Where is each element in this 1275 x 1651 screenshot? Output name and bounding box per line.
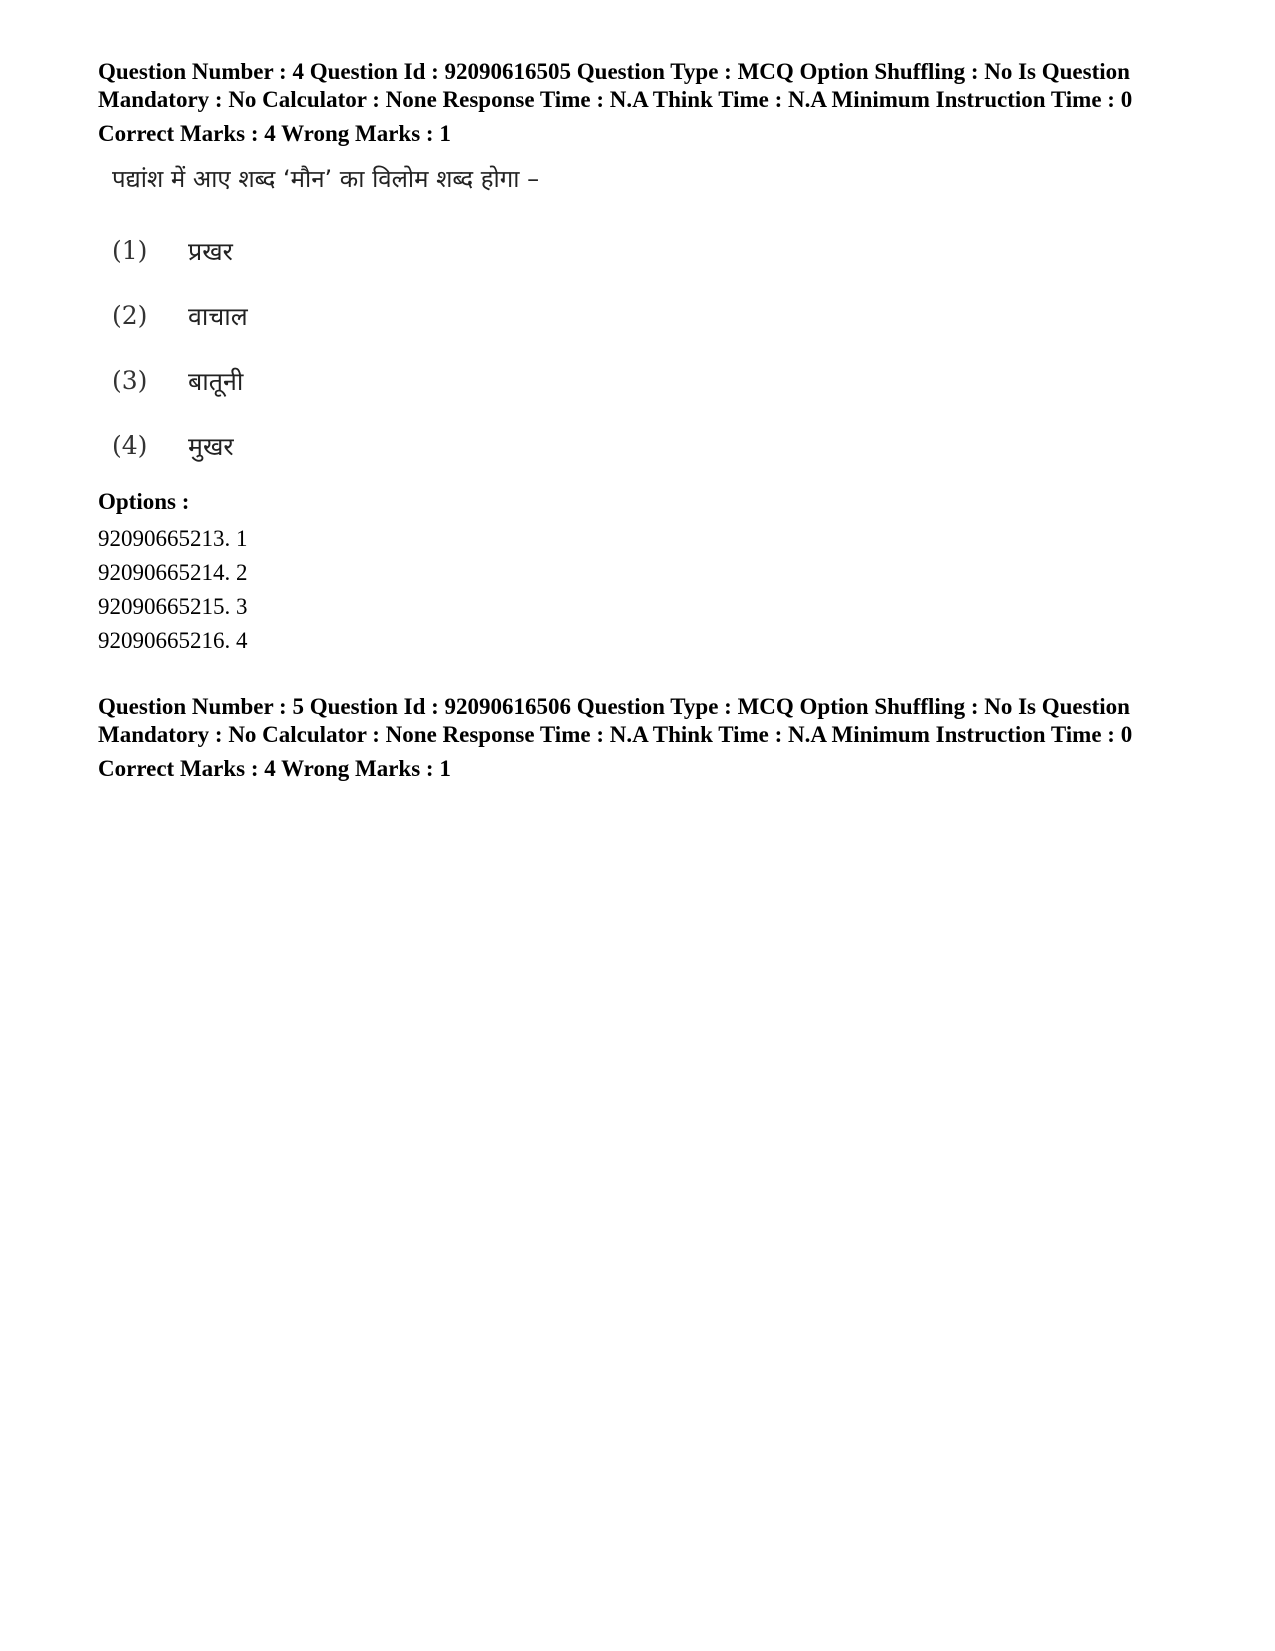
option-line: 92090665216. 4 <box>98 628 248 653</box>
question-4-block <box>98 58 1188 658</box>
question-5-block <box>98 693 1188 783</box>
choice-text: प्रखर <box>188 236 233 266</box>
choice-text: मुखर <box>188 431 234 461</box>
choice-number: (2) <box>112 301 148 330</box>
question-4-image <box>112 162 1188 478</box>
choice-number: (1) <box>112 236 148 265</box>
question-5-marks: Correct Marks : 4 Wrong Marks : 1 <box>98 756 451 781</box>
question-5-header: Question Number : 5 Question Id : 92090616506 Question Type : MCQ Option Shuffling : No Is Question Mandatory : No Calculator : None Response Time : N.A Think Time : N.A Minimum Instruction Time : 0 <box>98 694 1133 747</box>
question-4-choice-1 <box>112 218 1188 283</box>
choice-number: (4) <box>112 431 148 460</box>
question-4-stem: पद्यांश में आए शब्द ‘मौन’ का विलोम शब्द होगा – <box>112 165 540 193</box>
question-4-marks: Correct Marks : 4 Wrong Marks : 1 <box>98 121 451 146</box>
options-title: Options : <box>98 489 190 514</box>
question-4-header: Question Number : 4 Question Id : 92090616505 Question Type : MCQ Option Shuffling : No Is Question Mandatory : No Calculator : None Response Time : N.A Think Time : N.A Minimum Instruction Time : 0 <box>98 59 1133 112</box>
question-4-choice-4 <box>112 413 1188 478</box>
choice-text: बातूनी <box>188 366 244 396</box>
choice-text: वाचाल <box>188 301 248 331</box>
option-line: 92090665215. 3 <box>98 594 248 619</box>
option-line: 92090665213. 1 <box>98 526 248 551</box>
option-line: 92090665214. 2 <box>98 560 248 585</box>
question-4-choice-3 <box>112 348 1188 413</box>
question-4-choice-2 <box>112 283 1188 348</box>
choice-number: (3) <box>112 366 148 395</box>
